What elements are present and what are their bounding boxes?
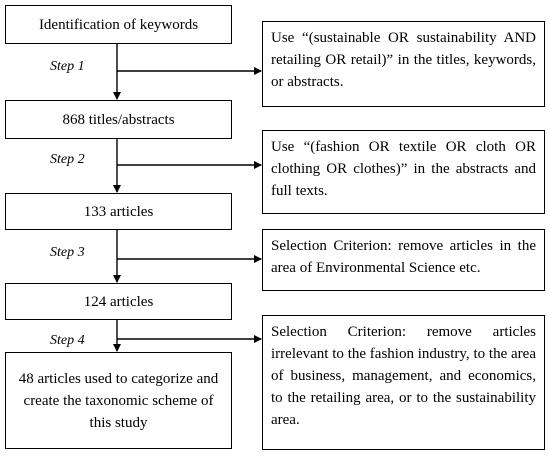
criteria-box-step-3-text: Selection Criterion: remove articles in the area of Environmental Science etc. (271, 238, 536, 276)
step-2-label: Step 2 (50, 152, 85, 167)
box-133-articles-text: 133 articles (83, 203, 154, 220)
box-868-titles-text: 868 titles/abstracts (62, 111, 175, 128)
box-48-articles-text: 48 articles used to categorize and create the taxonomic scheme of this study (18, 370, 219, 431)
step-4-label: Step 4 (50, 333, 85, 348)
step-1-label: Step 1 (50, 59, 85, 74)
criteria-box-step-4-text: Selection Criterion: remove articles irrelevant to the fashion industry, to the area of business, management, and economics, to the retailing area, or to the sustainability area. (271, 324, 536, 428)
box-identification-keywords-text: Identification of keywords (38, 16, 199, 33)
box-124-articles-text: 124 articles (83, 293, 154, 310)
step-3-label: Step 3 (50, 245, 85, 260)
criteria-box-step-2-text: Use “(fashion OR textile OR cloth OR clothing OR clothes)” in the abstracts and full texts. (271, 139, 536, 199)
criteria-box-step-1-text: Use “(sustainable OR sustainability AND retailing OR retail)” in the titles, keywords, or abstracts. (271, 30, 536, 90)
